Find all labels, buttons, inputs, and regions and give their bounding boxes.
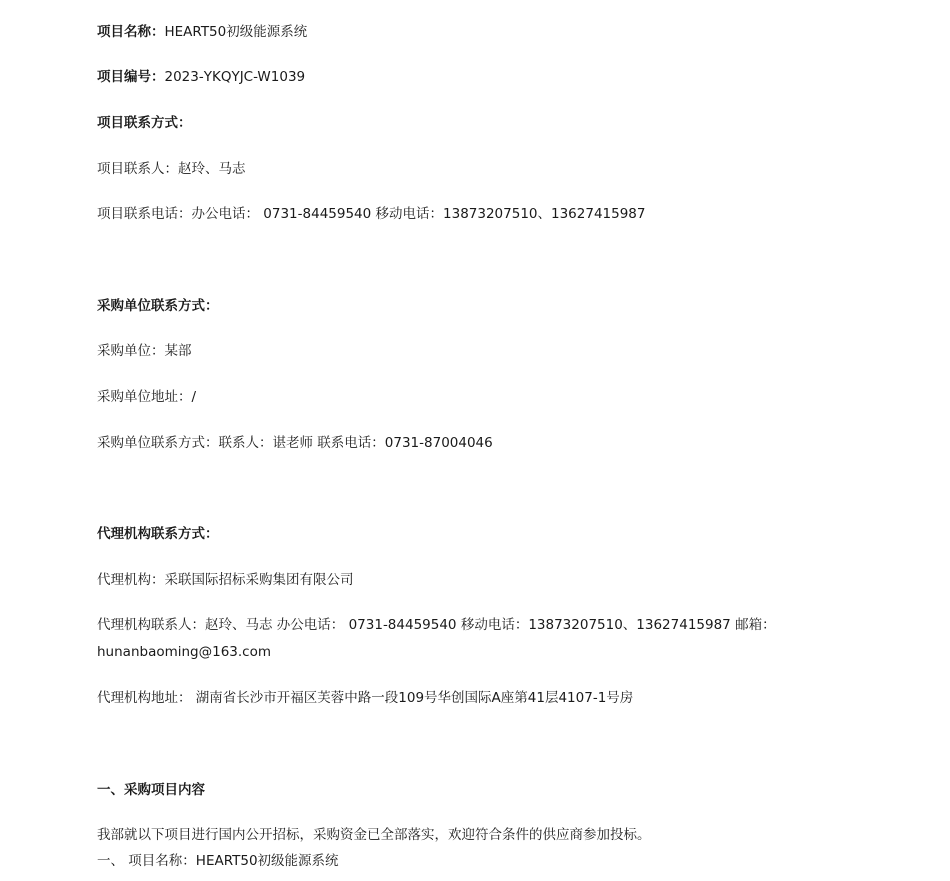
- project-contact-heading: 项目联系方式：: [97, 115, 192, 131]
- project-contact-phone: 项目联系电话：办公电话： 0731-84459540 移动电话：13873207510、13627415987: [97, 206, 646, 222]
- project-name-row: [97, 22, 307, 42]
- project-name-value: HEART50初级能源系统: [164, 24, 308, 40]
- agency-name: 代理机构：采联国际招标采购集团有限公司: [97, 572, 354, 588]
- project-name-label: 项目名称：: [97, 24, 165, 40]
- project-contact-person: 项目联系人：赵玲、马志: [97, 161, 246, 177]
- purchaser-unit: 采购单位：某部: [97, 343, 192, 359]
- purchaser-heading: 采购单位联系方式：: [97, 298, 219, 314]
- purchaser-contact: 采购单位联系方式：联系人：谌老师 联系电话：0731-87004046: [97, 435, 493, 451]
- agency-contact: 代理机构联系人：赵玲、马志 办公电话： 0731-84459540 移动电话：13873207510、13627415987 邮箱：hunanbaoming@163.com: [97, 617, 776, 660]
- section-one-item-one: 一、 项目名称：HEART50初级能源系统: [97, 853, 339, 869]
- section-one-heading: 一、采购项目内容: [97, 782, 205, 798]
- purchaser-address: 采购单位地址：/: [97, 389, 197, 405]
- section-one-intro: 我部就以下项目进行国内公开招标，采购资金已全部落实，欢迎符合条件的供应商参加投标。: [97, 827, 651, 843]
- project-number-label: 项目编号：: [97, 69, 165, 85]
- project-number-value: 2023-YKQYJC-W1039: [164, 69, 306, 85]
- agency-address: 代理机构地址： 湖南省长沙市开福区芙蓉中路一段109号华创国际A座第41层4107-1号房: [97, 690, 634, 706]
- project-number-row: [97, 67, 305, 87]
- agency-heading: 代理机构联系方式：: [97, 526, 219, 542]
